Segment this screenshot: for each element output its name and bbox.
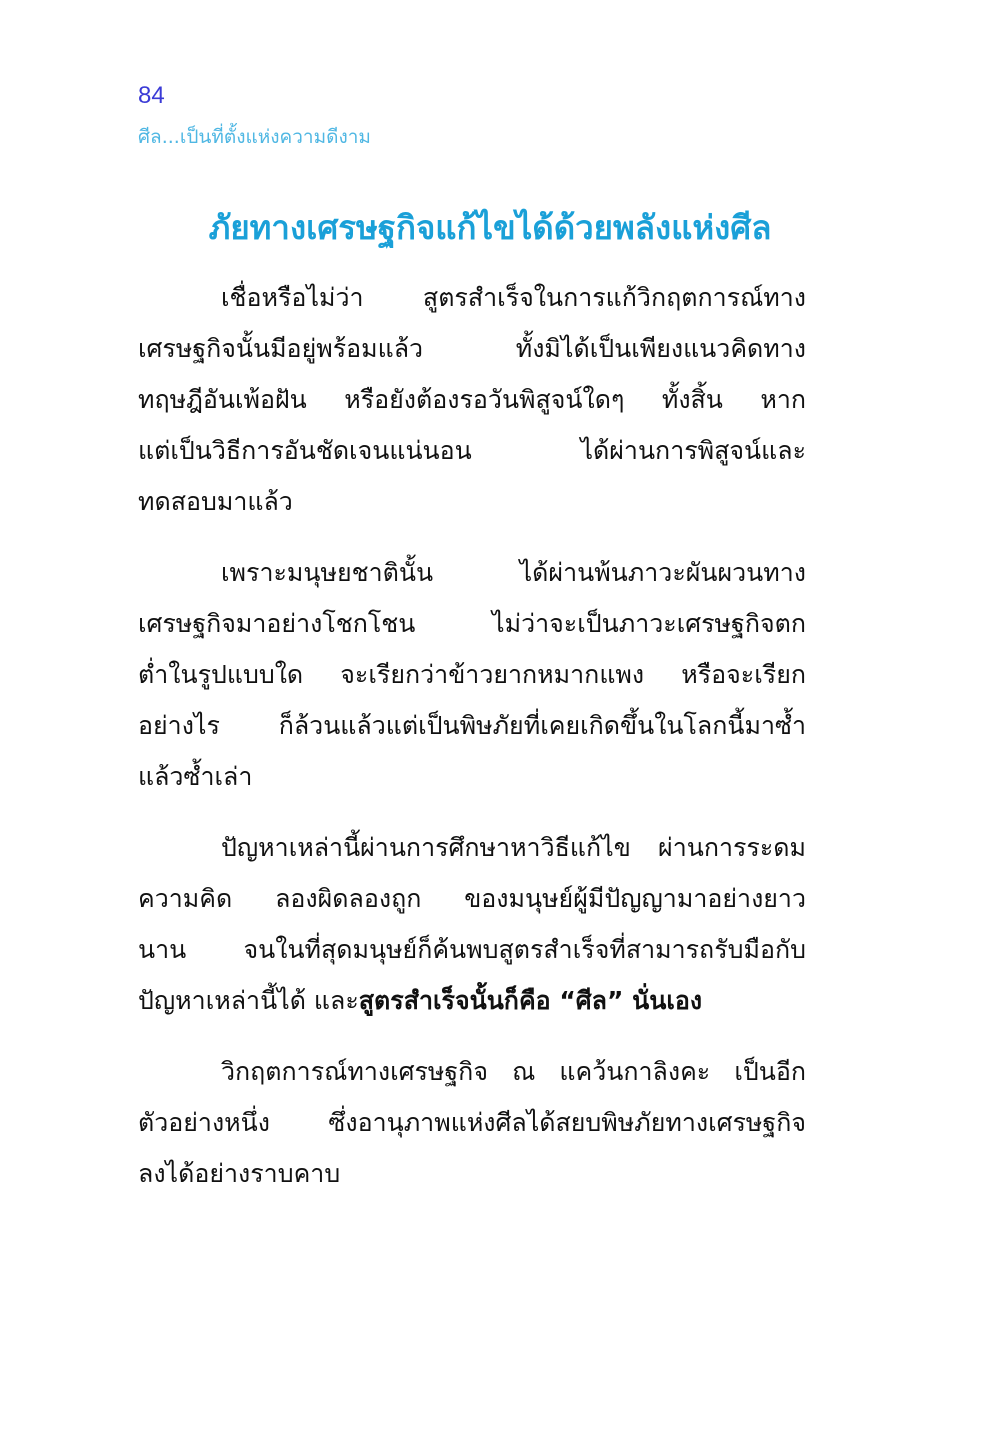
paragraph-line: ต่ำในรูปแบบใด จะเรียกว่าข้าวยากหมากแพง หรือจะเรียก xyxy=(138,660,806,689)
paragraph-3 xyxy=(138,822,806,1026)
paragraph-1 xyxy=(138,272,806,527)
paragraph-line: เศรษฐกิจนั้นมีอยู่พร้อมแล้ว ทั้งมิได้เป็นเพียงแนวคิดทาง xyxy=(138,334,806,363)
paragraph-line: ลงได้อย่างราบคาบ xyxy=(138,1159,341,1188)
paragraph-line: ตัวอย่างหนึ่ง ซึ่งอานุภาพแห่งศีลได้สยบพิษภัยทางเศรษฐกิจ xyxy=(138,1108,806,1137)
body-text xyxy=(138,272,806,1219)
paragraph-4 xyxy=(138,1046,806,1199)
paragraph-line: ทดสอบมาแล้ว xyxy=(138,487,293,516)
emphasis-text: สูตรสำเร็จนั้นก็คือ “ศีล” นั่นเอง xyxy=(358,986,703,1015)
paragraph-line: ทฤษฎีอันเพ้อฝัน หรือยังต้องรอวันพิสูจน์ใดๆ ทั้งสิ้น หาก xyxy=(138,385,806,414)
chapter-title: ภัยทางเศรษฐกิจแก้ไขได้ด้วยพลังแห่งศีล xyxy=(208,208,772,247)
paragraph-2 xyxy=(138,547,806,802)
paragraph-line: แต่เป็นวิธีการอันชัดเจนแน่นอน ได้ผ่านการพิสูจน์และ xyxy=(138,436,806,465)
paragraph-text: ปัญหาเหล่านี้ได้ และ xyxy=(138,986,359,1015)
paragraph-line: แล้วซ้ำเล่า xyxy=(138,762,253,791)
paragraph-line: ปัญหาเหล่านี้ผ่านการศึกษาหาวิธีแก้ไข ผ่านการระดม xyxy=(221,833,806,862)
paragraph-line: เชื่อหรือไม่ว่า สูตรสำเร็จในการแก้วิกฤตการณ์ทาง xyxy=(221,283,806,312)
running-header: ศีล...เป็นที่ตั้งแห่งความดีงาม xyxy=(138,126,371,148)
paragraph-line: นาน จนในที่สุดมนุษย์ก็ค้นพบสูตรสำเร็จที่สามารถรับมือกับ xyxy=(138,935,806,964)
paragraph-line: ความคิด ลองผิดลองถูก ของมนุษย์ผู้มีปัญญามาอย่างยาว xyxy=(138,884,806,913)
paragraph-line: เพราะมนุษยชาตินั้น ได้ผ่านพ้นภาวะผันผวนทาง xyxy=(221,558,806,587)
page-number: 84 xyxy=(138,82,165,109)
paragraph-line: เศรษฐกิจมาอย่างโชกโชน ไม่ว่าจะเป็นภาวะเศรษฐกิจตก xyxy=(138,609,806,638)
paragraph-line-mixed xyxy=(138,975,806,1026)
paragraph-line: วิกฤตการณ์ทางเศรษฐกิจ ณ แคว้นกาลิงคะ เป็นอีก xyxy=(221,1057,806,1086)
paragraph-line: อย่างไร ก็ล้วนแล้วแต่เป็นพิษภัยที่เคยเกิดขึ้นในโลกนี้มาซ้ำ xyxy=(138,711,806,740)
